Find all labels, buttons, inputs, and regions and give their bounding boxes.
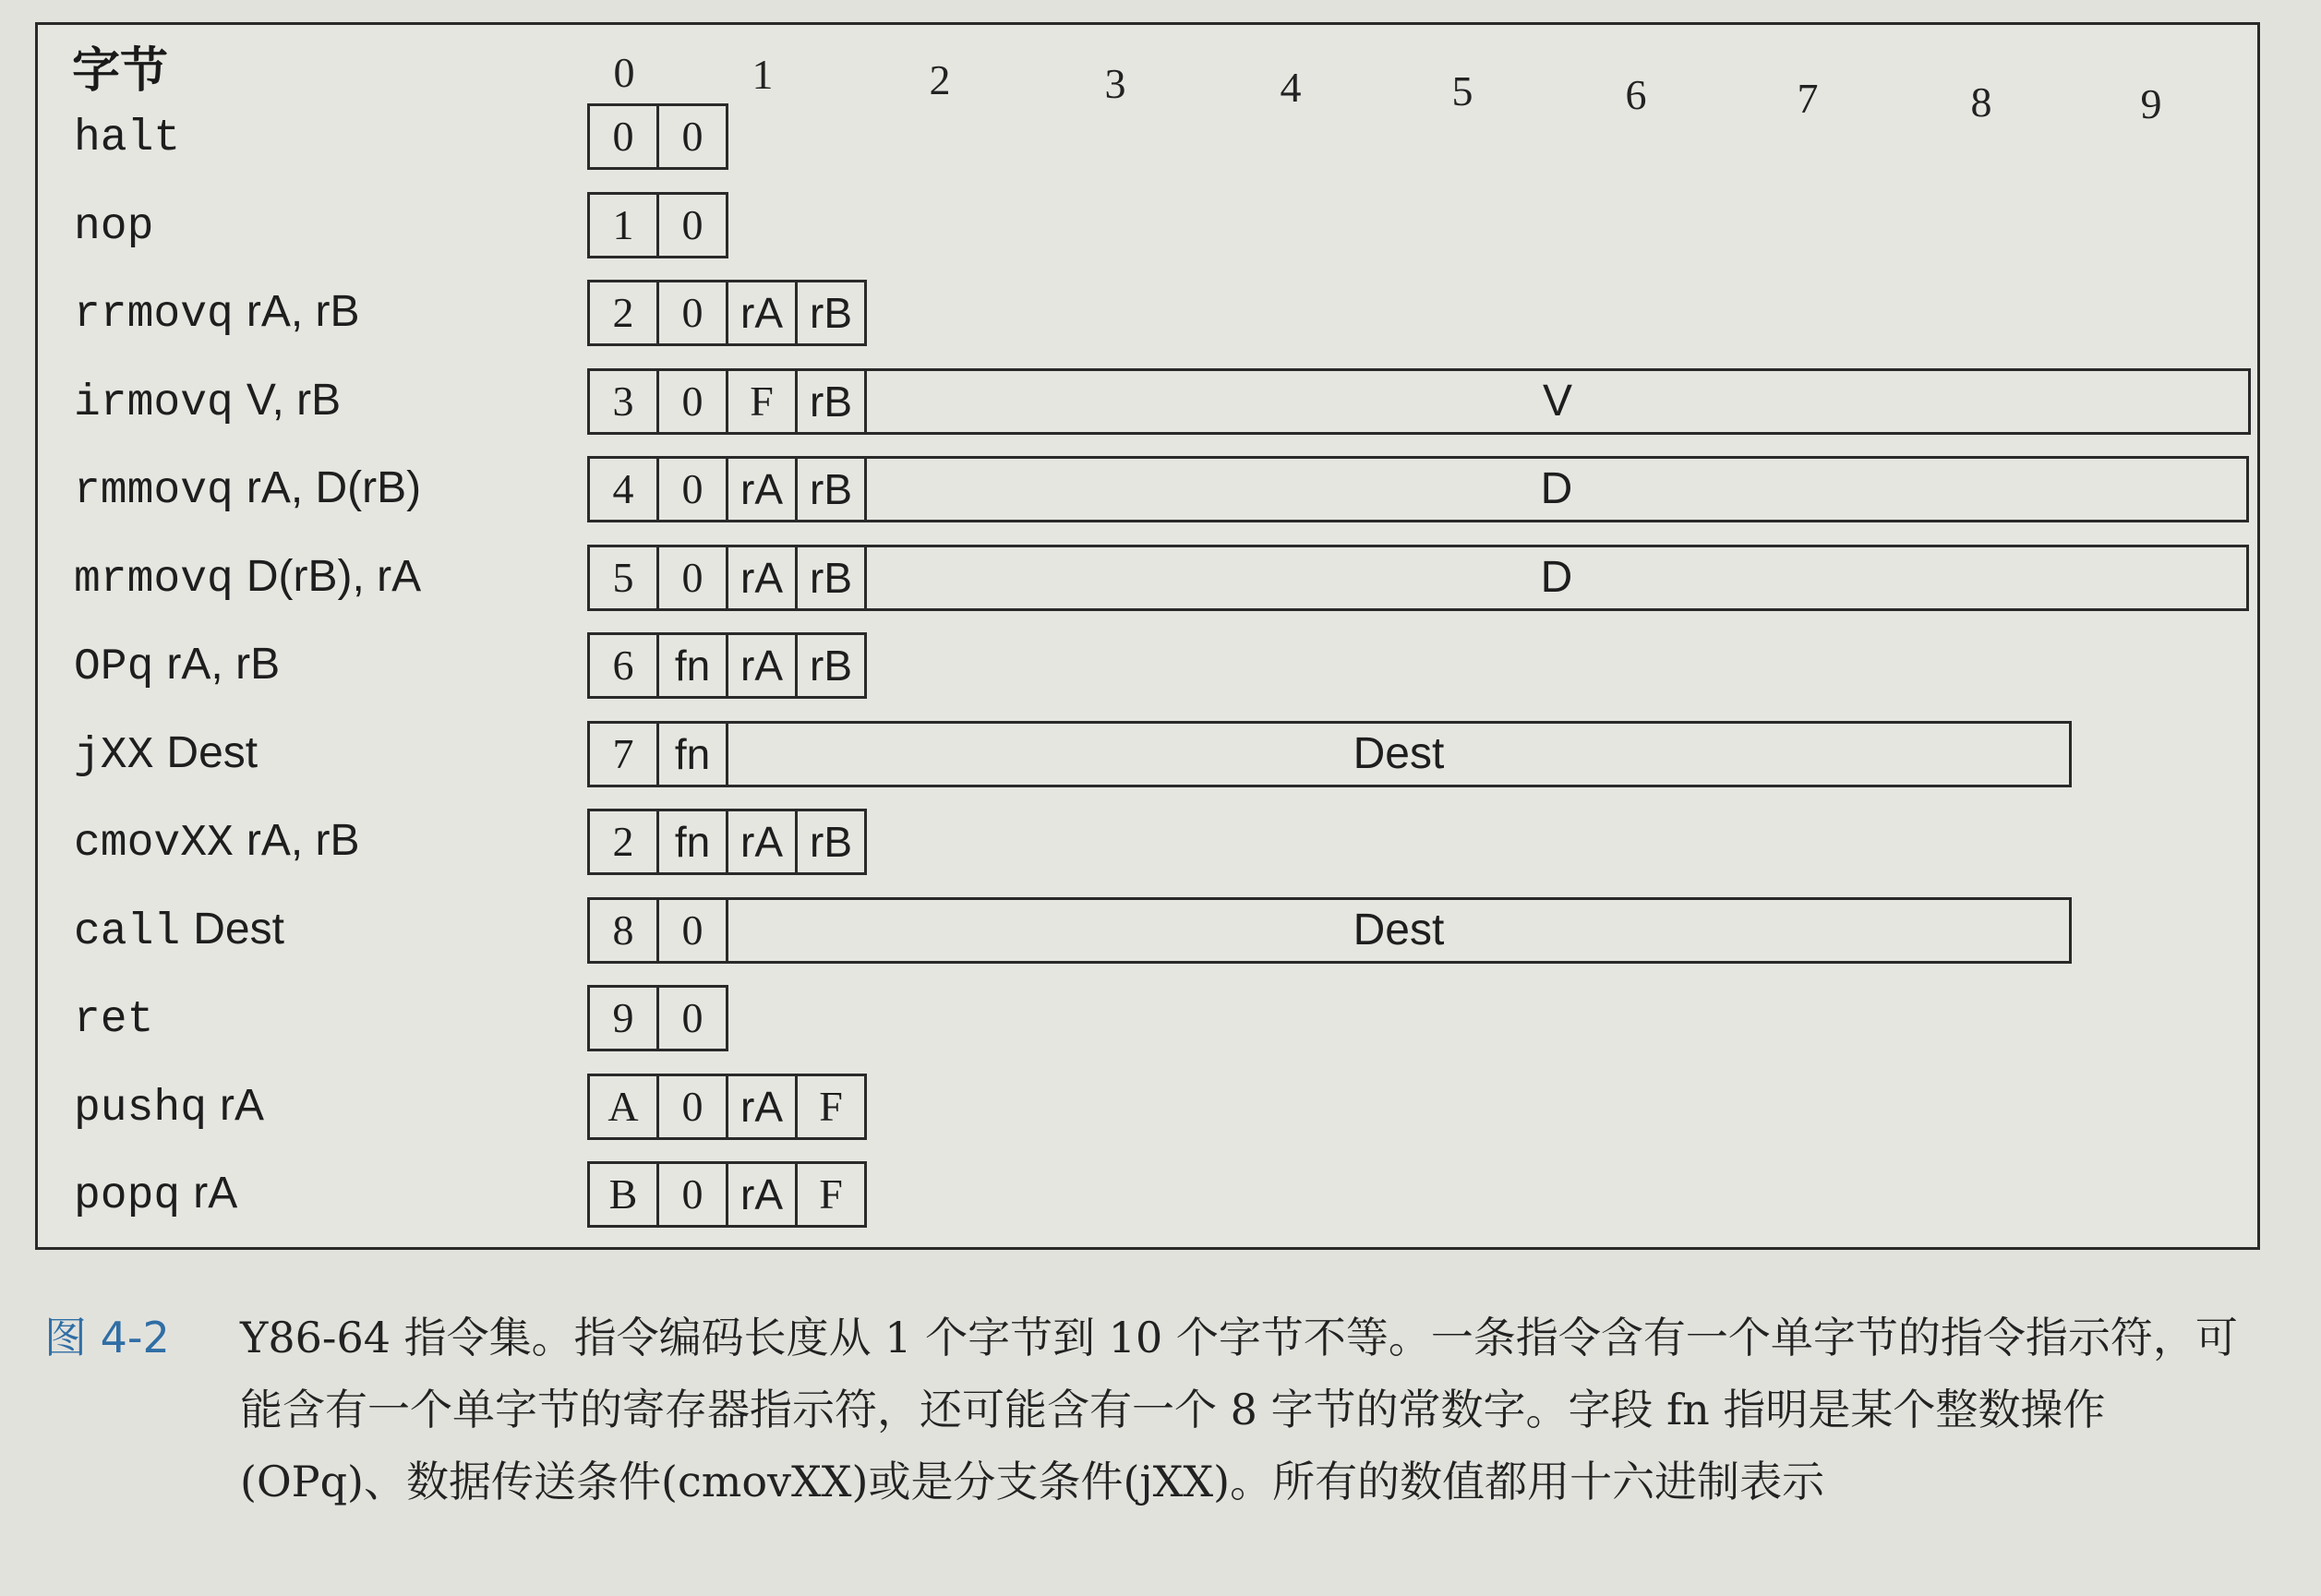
- instruction-operands: rA: [193, 1169, 238, 1218]
- instruction-label: [74, 107, 180, 162]
- instruction-mnemonic: call: [74, 907, 181, 957]
- instruction-label: [74, 989, 153, 1044]
- encoding-constant-field: D: [864, 456, 2249, 522]
- byte-column-number: 5: [1451, 67, 1473, 114]
- encoding-byte-cell: 0: [656, 103, 728, 170]
- encoding-byte-cell: 3: [587, 368, 659, 435]
- encoding-byte-cell: rA: [726, 456, 798, 522]
- bytes-header-label: 字节: [72, 43, 169, 99]
- encoding-byte-cell: rB: [795, 368, 867, 435]
- instruction-mnemonic: ret: [74, 995, 154, 1045]
- encoding-byte-cell: F: [795, 1074, 867, 1140]
- encoding-constant-field: V: [864, 368, 2251, 435]
- instruction-mnemonic: mrmovq: [74, 555, 234, 605]
- instruction-label: [74, 460, 421, 515]
- encoding-byte-cell: rA: [726, 280, 798, 346]
- instruction-mnemonic: nop: [74, 202, 154, 252]
- instruction-label: [74, 283, 360, 339]
- instruction-operands: Dest: [166, 728, 259, 777]
- instruction-operands: D(rB), rA: [246, 552, 422, 601]
- encoding-byte-cell: rB: [795, 545, 867, 611]
- caption-text: Y86-64 指令集。指令编码长度从 1 个字节到 10 个字节不等。一条指令含有一个单字节的指令指示符，可能含有一个单字节的寄存器指示符，还可能含有一个 8 字节的常数字。字段 fn 指明是某个整数操作(OPq)、数据传送条件(cmovXX)或是分支条件(jXX)。所有的数值都用十六进制表示: [240, 1313, 2238, 1506]
- instruction-mnemonic: rmmovq: [74, 466, 234, 516]
- instruction-label: [74, 196, 153, 251]
- instruction-mnemonic: irmovq: [74, 378, 234, 428]
- encoding-byte-cell: 7: [587, 721, 659, 787]
- byte-column-number: 8: [1970, 78, 1992, 126]
- encoding-byte-cell: 8: [587, 897, 659, 964]
- encoding-constant-field: D: [864, 545, 2249, 611]
- encoding-byte-cell: 0: [656, 192, 728, 258]
- encoding-byte-cell: A: [587, 1074, 659, 1140]
- instruction-label: [74, 636, 280, 691]
- encoding-byte-cell: 9: [587, 985, 659, 1051]
- byte-column-number: 3: [1104, 60, 1126, 107]
- encoding-byte-cell: fn: [656, 809, 728, 875]
- encoding-byte-cell: fn: [656, 632, 728, 699]
- caption-label: 图 4-2: [44, 1313, 170, 1362]
- instruction-operands: rA, rB: [166, 640, 281, 689]
- encoding-byte-cell: rB: [795, 809, 867, 875]
- encoding-byte-cell: rA: [726, 1161, 798, 1228]
- encoding-byte-cell: 1: [587, 192, 659, 258]
- byte-column-number: 6: [1625, 71, 1647, 118]
- instruction-mnemonic: popq: [74, 1171, 181, 1221]
- byte-column-number: 9: [2140, 80, 2162, 127]
- encoding-byte-cell: F: [726, 368, 798, 435]
- instruction-operands: Dest: [193, 905, 284, 954]
- instruction-mnemonic: jXX: [74, 731, 154, 781]
- instruction-label: [74, 901, 284, 956]
- encoding-byte-cell: 2: [587, 280, 659, 346]
- encoding-byte-cell: F: [795, 1161, 867, 1228]
- encoding-byte-cell: 0: [656, 280, 728, 346]
- byte-column-number: 7: [1797, 75, 1819, 122]
- encoding-byte-cell: 0: [656, 1074, 728, 1140]
- encoding-byte-cell: fn: [656, 721, 728, 787]
- encoding-byte-cell: 4: [587, 456, 659, 522]
- byte-column-number: 1: [752, 51, 774, 98]
- instruction-operands: V, rB: [246, 376, 342, 425]
- encoding-byte-cell: rB: [795, 456, 867, 522]
- encoding-byte-cell: rA: [726, 1074, 798, 1140]
- instruction-label: [74, 812, 360, 868]
- instruction-operands: rA: [220, 1081, 265, 1130]
- encoding-byte-cell: rB: [795, 632, 867, 699]
- instruction-mnemonic: OPq: [74, 642, 154, 692]
- instruction-label: [74, 1077, 264, 1133]
- instruction-mnemonic: pushq: [74, 1084, 208, 1134]
- encoding-byte-cell: 0: [587, 103, 659, 170]
- instruction-operands: rA, rB: [246, 816, 360, 865]
- byte-column-number: 0: [613, 49, 635, 96]
- instruction-operands: rA, rB: [246, 287, 360, 336]
- encoding-byte-cell: 5: [587, 545, 659, 611]
- byte-column-number: 2: [929, 56, 951, 103]
- encoding-byte-cell: rB: [795, 280, 867, 346]
- instruction-label: [74, 1165, 237, 1220]
- instruction-label: [74, 548, 421, 604]
- encoding-byte-cell: 0: [656, 545, 728, 611]
- encoding-byte-cell: 2: [587, 809, 659, 875]
- instruction-mnemonic: halt: [74, 114, 181, 163]
- encoding-byte-cell: rA: [726, 632, 798, 699]
- instruction-label: [74, 725, 258, 780]
- encoding-byte-cell: 0: [656, 897, 728, 964]
- encoding-byte-cell: 6: [587, 632, 659, 699]
- instruction-mnemonic: cmovXX: [74, 819, 234, 869]
- instruction-mnemonic: rrmovq: [74, 290, 234, 340]
- encoding-constant-field: Dest: [726, 897, 2072, 964]
- encoding-byte-cell: rA: [726, 809, 798, 875]
- figure-frame: [35, 22, 2260, 1250]
- byte-column-number: 4: [1280, 64, 1302, 111]
- encoding-byte-cell: B: [587, 1161, 659, 1228]
- instruction-label: [74, 372, 341, 427]
- encoding-byte-cell: rA: [726, 545, 798, 611]
- encoding-byte-cell: 0: [656, 1161, 728, 1228]
- encoding-constant-field: Dest: [726, 721, 2072, 787]
- encoding-byte-cell: 0: [656, 456, 728, 522]
- instruction-operands: rA, D(rB): [246, 463, 422, 512]
- encoding-byte-cell: 0: [656, 368, 728, 435]
- encoding-byte-cell: 0: [656, 985, 728, 1051]
